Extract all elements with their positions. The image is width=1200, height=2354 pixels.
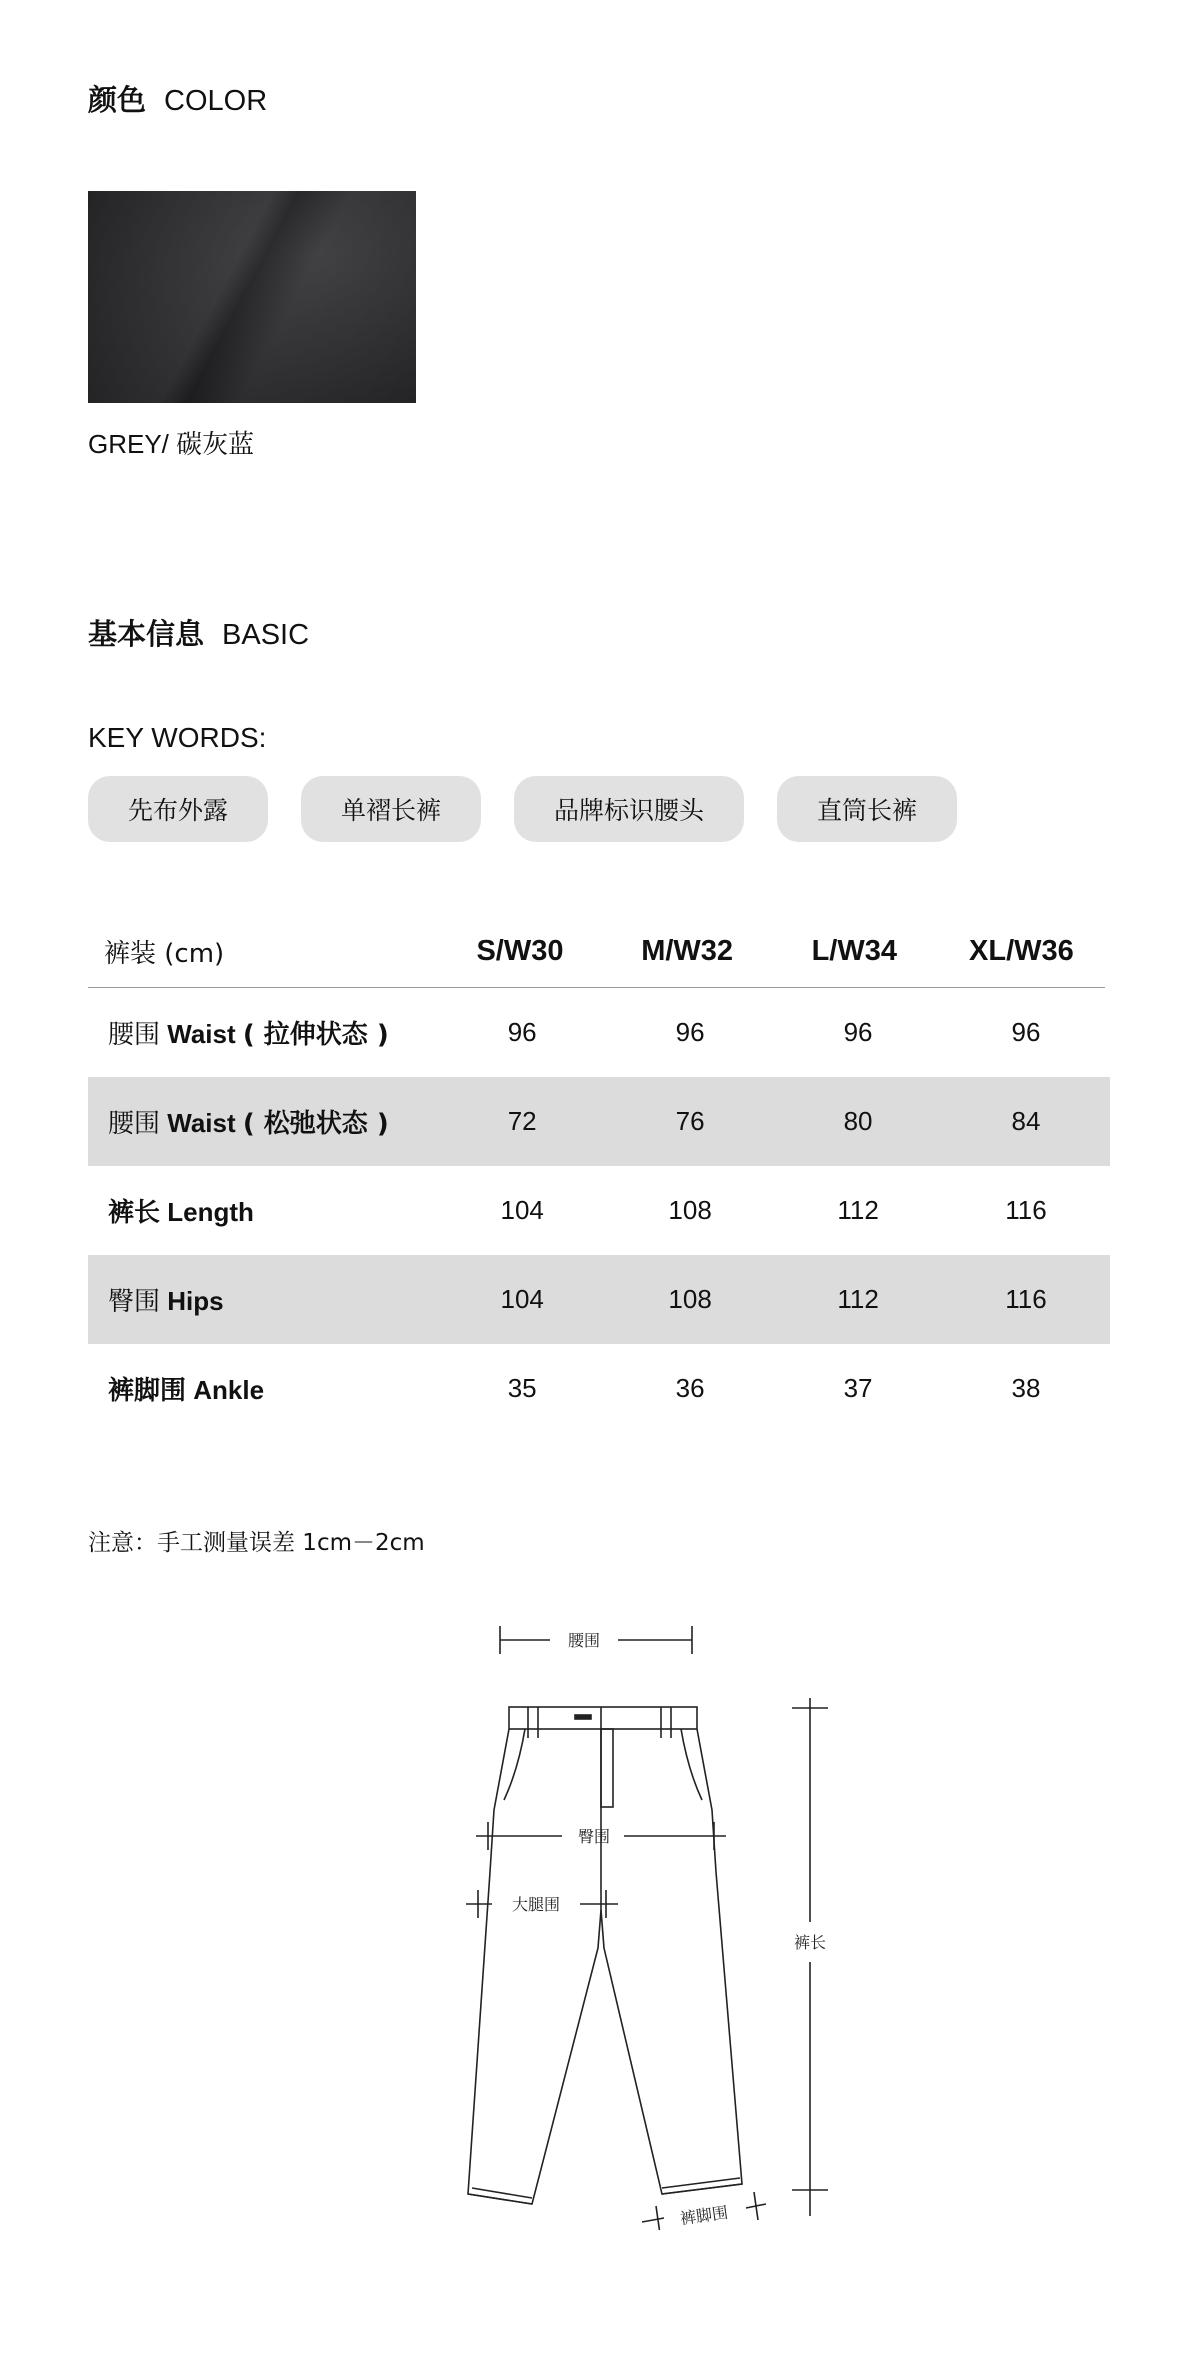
row-label-zh: 腰围: [108, 1109, 161, 1139]
length-label: 裤长: [793, 1933, 827, 1952]
table-cell: 104: [500, 1284, 544, 1314]
table-cell: 76: [675, 1106, 705, 1136]
row-label-note: ( 拉伸状态 ): [242, 1020, 389, 1050]
table-cell: 108: [668, 1284, 712, 1314]
row-label-note: ( 松弛状态 ): [242, 1109, 389, 1139]
row-label-en: Waist: [167, 1108, 236, 1138]
table-cell: 108: [668, 1195, 712, 1225]
size-table: [88, 915, 1110, 1433]
row-label: [88, 1281, 438, 1318]
row-label-zh: 腰围: [108, 1020, 161, 1050]
keywords-title: KEY WORDS:: [88, 722, 267, 753]
size-table-header-label: 裤装 (cm): [104, 938, 225, 969]
table-cell: 80: [843, 1106, 873, 1136]
row-label-en: Hips: [167, 1286, 224, 1316]
row-label-zh: 裤脚围: [108, 1376, 187, 1406]
row-label: [88, 1370, 438, 1407]
basic-title-zh: 基本信息: [88, 617, 205, 651]
pants-outline: [468, 1729, 742, 2204]
row-label-en: Ankle: [193, 1375, 265, 1405]
table-cell: 116: [1005, 1195, 1047, 1225]
table-cell: 37: [843, 1373, 873, 1403]
length-measure-line: [792, 1698, 828, 2216]
table-cell: 72: [507, 1106, 537, 1136]
table-cell: 38: [1011, 1373, 1041, 1403]
table-row: [88, 1077, 1110, 1166]
size-header: S/W30: [476, 934, 564, 967]
color-title-en: COLOR: [164, 85, 268, 117]
waistband-shape: [509, 1707, 697, 1738]
row-label: [88, 1103, 438, 1140]
ankle-label: 裤脚围: [678, 2202, 730, 2229]
pants-measurement-diagram: [420, 1610, 840, 2230]
pants-diagram-svg: [420, 1610, 840, 2230]
table-cell: 84: [1011, 1106, 1041, 1136]
waist-label: 腰围: [567, 1631, 601, 1650]
table-cell: 116: [1005, 1284, 1047, 1314]
size-table-header: [88, 915, 1105, 988]
row-label: [88, 1014, 438, 1051]
color-swatch-grey[interactable]: [88, 191, 416, 403]
table-row: [88, 1166, 1110, 1255]
table-cell: 35: [507, 1373, 537, 1403]
basic-title-en: BASIC: [222, 619, 310, 651]
table-row: [88, 988, 1110, 1077]
row-label: [88, 1192, 438, 1229]
keyword-chip: 直筒长裤: [777, 776, 957, 842]
table-cell: 96: [675, 1017, 705, 1047]
table-cell: 112: [837, 1195, 879, 1225]
row-label-zh: 臀围: [108, 1287, 161, 1317]
table-cell: 112: [837, 1284, 879, 1314]
table-cell: 104: [500, 1195, 544, 1225]
keyword-chips: [88, 776, 957, 842]
measurement-note: 注意：手工测量误差 1cm－2cm: [88, 1530, 425, 1556]
keyword-chip: 单褶长裤: [301, 776, 481, 842]
size-header: L/W34: [811, 934, 897, 967]
row-label-en: Length: [167, 1197, 254, 1227]
color-swatch-label: GREY/ 碳灰蓝: [88, 429, 255, 459]
table-row: [88, 1255, 1110, 1344]
color-title-zh: 颜色: [88, 83, 147, 117]
table-cell: 96: [507, 1017, 537, 1047]
table-cell: 36: [675, 1373, 705, 1403]
table-cell: 96: [1011, 1017, 1041, 1047]
table-cell: 96: [843, 1017, 873, 1047]
thigh-label: 大腿围: [511, 1895, 561, 1914]
row-label-zh: 裤长: [108, 1198, 161, 1228]
keyword-chip: 品牌标识腰头: [514, 776, 744, 842]
table-row: [88, 1344, 1110, 1433]
keyword-chip: 先布外露: [88, 776, 268, 842]
row-label-en: Waist: [167, 1019, 236, 1049]
basic-section-title: [88, 612, 309, 653]
hips-label: 臀围: [577, 1827, 611, 1846]
size-header: M/W32: [641, 934, 734, 967]
color-section-title: [88, 78, 267, 119]
size-header: XL/W36: [969, 934, 1074, 967]
